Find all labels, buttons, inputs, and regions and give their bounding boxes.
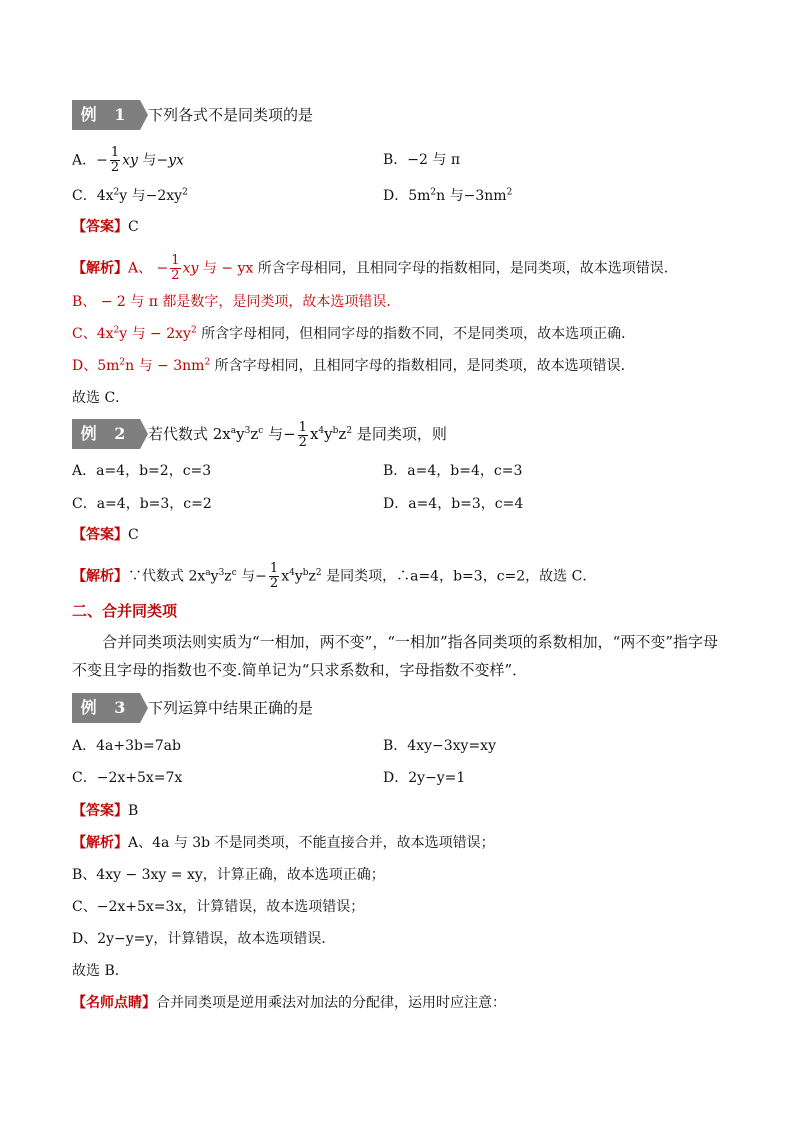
ex2-option-d: D．a=4，b=3，c=4	[383, 496, 524, 512]
ex3-analysis-a: 【解析】A、4a 与 3b 不是同类项，不能直接合并，故本选项错误；	[72, 835, 495, 851]
ex3-answer: 【答案】B	[72, 803, 139, 819]
ex1-option-c: C．$4x^2y$ 与$-2xy^2$	[72, 187, 188, 204]
ex2-option-a: A．a=4，b=2，c=3	[72, 463, 212, 479]
ex3-tip: 【名师点睛】合并同类项是逆用乘法对加法的分配律，运用时应注意：	[72, 995, 506, 1011]
section-paragraph: 合并同类项法则实质为“一相加，两不变”，“一相加”指各同类项的系数相加，“两不变”指字母不变且字母的指数也不变.简单记为“只求系数和，字母指数不变样”．	[72, 633, 719, 679]
ex2-answer: 【答案】C	[72, 527, 139, 543]
ex1-option-a: A．− $\frac{1}{2}$ xy 与−yx	[72, 145, 184, 175]
ex1-analysis-a: 【解析】A、 − $\frac{1}{2}$ xy 与 − yx 所含字母相同，且相同字母的指数相同，是同类项，故本选项错误．	[72, 253, 678, 283]
ex3-option-c: C．−2x+5x=7x	[72, 770, 183, 786]
example-badge-3: 例 3	[72, 693, 140, 723]
section-heading: 二、合并同类项	[72, 602, 178, 620]
ex3-analysis-d: D、2y−y=y，计算错误，故本选项错误．	[72, 931, 336, 947]
ex1-answer: 【答案】C	[72, 219, 139, 235]
ex1-conclusion: 故选 C．	[72, 390, 130, 406]
ex2-analysis: 【解析】∵代数式 $2x^ay^3z^c$ 与− $\frac{1}{2}$ $x^4y^bz^2$ 是同类项，∴a=4，b=3，c=2，故选 C．	[72, 561, 597, 591]
example-badge-1: 例 1	[72, 100, 140, 130]
ex3-conclusion: 故选 B．	[72, 963, 129, 979]
ex3-analysis-c: C、−2x+5x=3x，计算错误，故本选项错误；	[72, 899, 365, 915]
example-badge-2: 例 2	[72, 419, 140, 449]
example-1-question: 下列各式不是同类项的是	[148, 106, 314, 124]
ex1-option-b: B．−2 与 π	[383, 152, 461, 168]
ex3-option-b: B．4xy−3xy=xy	[383, 738, 496, 754]
example-3-question: 下列运算中结果正确的是	[148, 699, 314, 717]
ex1-analysis-d: D、$5m^2n$ 与 − $3nm^2$ 所含字母相同，且相同字母的指数相同，是同类项，故本选项错误．	[72, 357, 635, 374]
example-2-question: 若代数式 $2x^ay^3z^c$ 与− $\frac{1}{2}$ $x^4y^bz^2$ 是同类项，则	[148, 419, 447, 450]
ex1-analysis-b: B、 − 2 与 π 都是数字，是同类项，故本选项错误．	[72, 294, 401, 310]
ex2-option-c: C．a=4，b=3，c=2	[72, 496, 212, 512]
ex3-analysis-b: B、4xy − 3xy = xy，计算正确，故本选项正确；	[72, 867, 385, 883]
ex1-analysis-c: C、$4x^2y$ 与 − $2xy^2$ 所含字母相同，但相同字母的指数不同，不是同类项，故本选项正确．	[72, 325, 636, 342]
ex3-option-a: A．4a+3b=7ab	[72, 738, 181, 754]
ex1-option-d: D．$5m^2n$ 与$-3nm^2$	[383, 187, 513, 204]
ex2-option-b: B．a=4，b=4，c=3	[383, 463, 523, 479]
ex3-option-d: D．2y−y=1	[383, 770, 466, 786]
